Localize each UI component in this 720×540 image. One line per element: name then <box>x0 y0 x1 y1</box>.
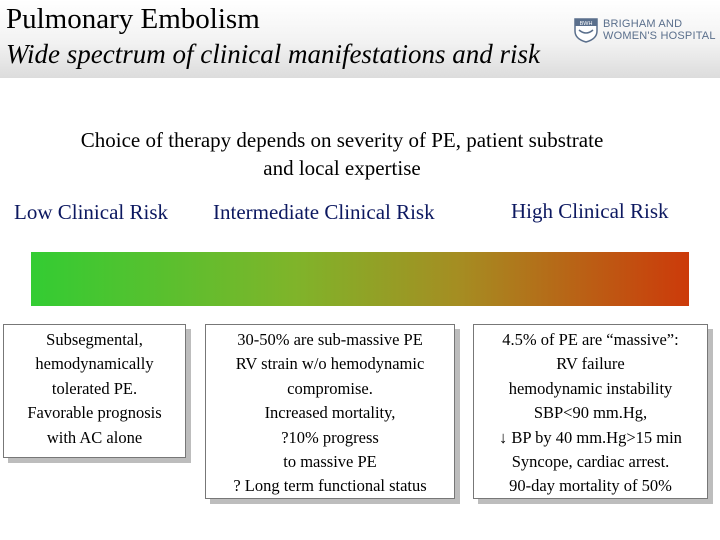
therapy-statement <box>10 126 674 182</box>
intermediate-risk-line: 30-50% are sub-massive PE <box>237 330 423 349</box>
statement-line-1: Choice of therapy depends on severity of PE, patient substrate <box>80 128 604 152</box>
logo-text <box>603 18 719 42</box>
low-risk-line: tolerated PE. <box>51 378 138 398</box>
logo-line-1: BRIGHAM AND <box>603 18 683 30</box>
slide-subtitle: Wide spectrum of clinical manifestations and risk <box>6 39 540 69</box>
low-risk-line: with AC alone <box>46 427 143 447</box>
intermediate-risk-line: to massive PE <box>283 452 377 472</box>
high-risk-line: hemodynamic instability <box>508 378 673 398</box>
logo-mark-text: BWH <box>579 21 593 27</box>
low-risk-line: Favorable prognosis <box>27 403 162 423</box>
slide-header <box>0 0 720 78</box>
statement-line-2: and local expertise <box>263 156 421 180</box>
low-risk-label: Low Clinical Risk <box>14 200 168 224</box>
low-risk-line: Subsegmental, <box>46 330 143 349</box>
risk-gradient-bar <box>31 252 689 306</box>
high-risk-label: High Clinical Risk <box>511 199 669 223</box>
low-risk-line: hemodynamically <box>35 354 154 374</box>
high-risk-line: ↓ BP by 40 mm.Hg>15 min <box>499 427 682 447</box>
logo-line-2: WOMEN'S HOSPITAL <box>603 30 716 42</box>
intermediate-risk-line: ?10% progress <box>281 427 379 447</box>
low-risk-box <box>3 324 186 458</box>
high-risk-box <box>473 324 708 499</box>
hospital-logo <box>573 16 719 44</box>
high-risk-line: SBP<90 mm.Hg, <box>533 403 648 423</box>
intermediate-risk-line: RV strain w/o hemodynamic <box>235 354 425 374</box>
slide-title: Pulmonary Embolism <box>6 3 260 35</box>
high-risk-line: Syncope, cardiac arrest. <box>511 452 670 472</box>
high-risk-line: RV failure <box>556 354 625 374</box>
intermediate-risk-box <box>205 324 455 499</box>
shield-logo-icon <box>573 17 599 43</box>
high-risk-line: 90-day mortality of 50% <box>509 476 672 496</box>
intermediate-risk-line: ? Long term functional status <box>233 476 427 496</box>
high-risk-line: 4.5% of PE are “massive”: <box>502 330 679 349</box>
intermediate-risk-label: Intermediate Clinical Risk <box>213 200 435 224</box>
intermediate-risk-line: compromise. <box>287 378 373 398</box>
intermediate-risk-line: Increased mortality, <box>264 403 396 423</box>
